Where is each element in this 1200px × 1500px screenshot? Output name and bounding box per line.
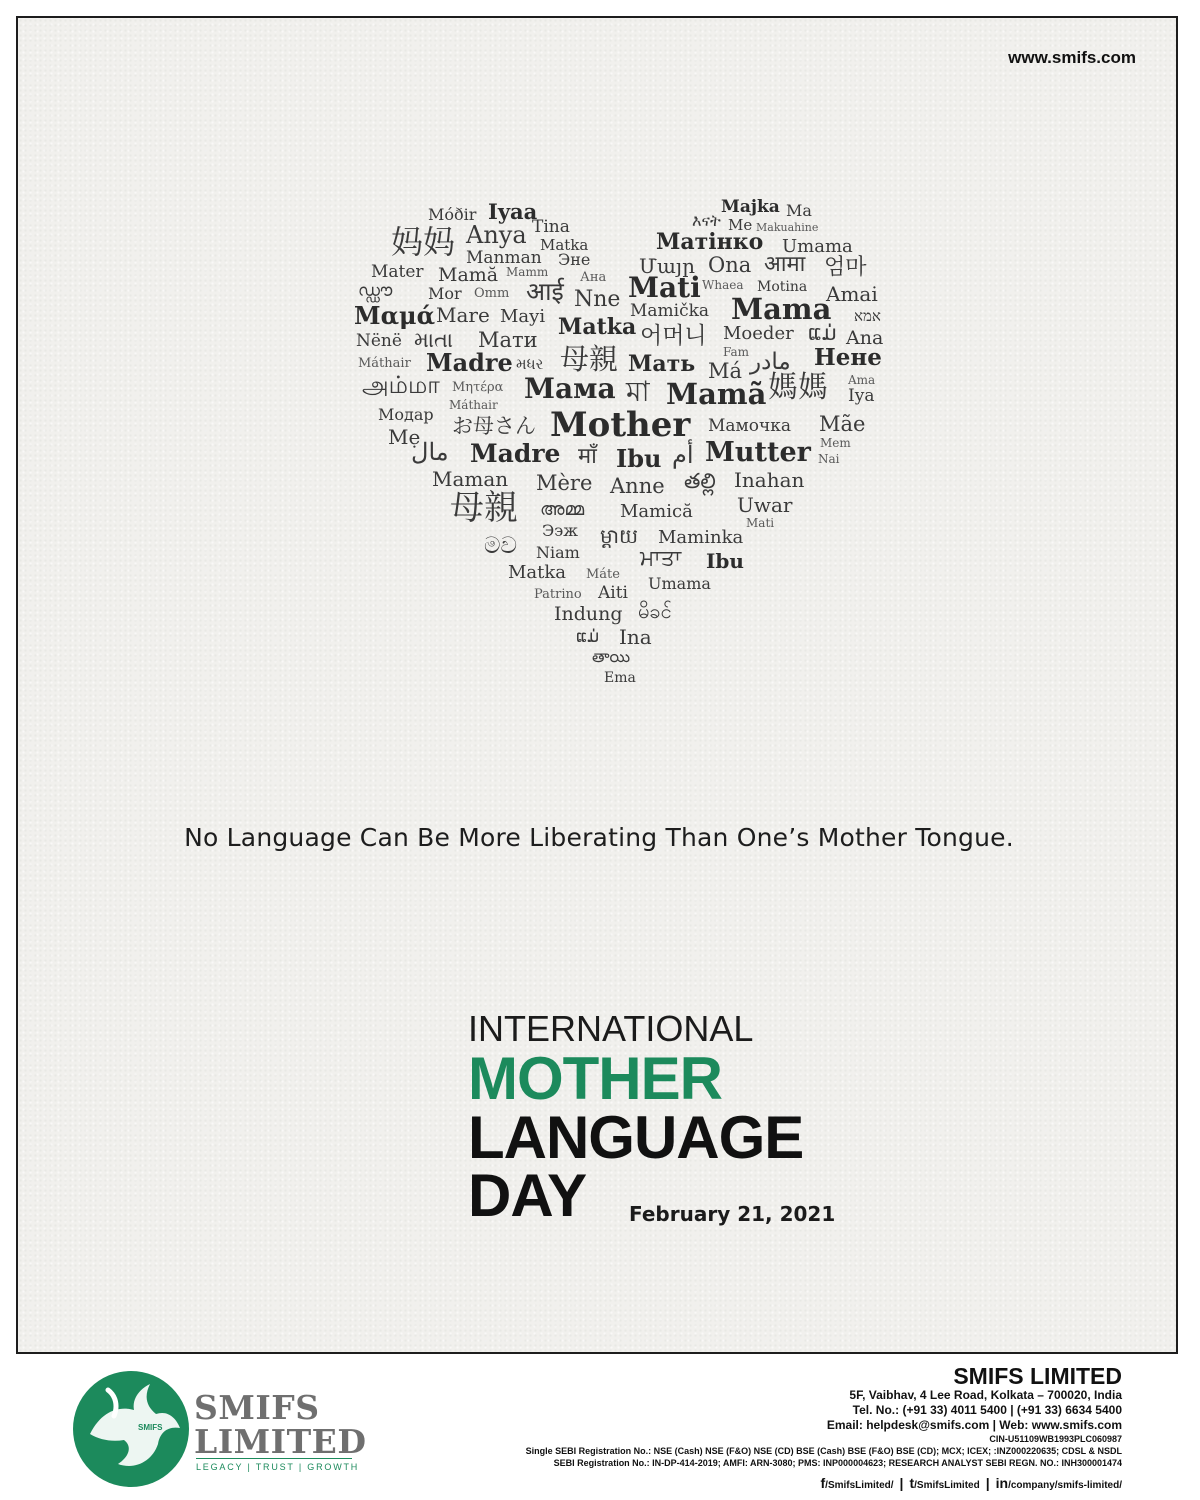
heart-word: Uwar [737, 493, 793, 517]
facebook-link[interactable]: f/SmifsLimited/ [820, 1475, 894, 1491]
facebook-icon: f [820, 1475, 826, 1491]
company-address: 5F, Vaibhav, 4 Lee Road, Kolkata – 700020, India [849, 1388, 1122, 1402]
title-international: INTERNATIONAL [468, 1008, 754, 1049]
heart-word: Ana [846, 327, 884, 349]
heart-word: Inahan [734, 468, 805, 492]
heart-word: ແມ່ [576, 627, 600, 647]
heart-word: Whaea [702, 278, 744, 292]
company-email-web: Email: helpdesk@smifs.com | Web: www.smifs.com [826, 1418, 1122, 1432]
heart-word: Umama [782, 236, 853, 257]
heart-word: Mati [746, 516, 775, 530]
heart-word: माँ [578, 444, 597, 469]
title-language: LANGUAGE [468, 1104, 804, 1171]
heart-word: Mère [536, 471, 593, 495]
heart-word: Μητέρα [452, 380, 504, 395]
heart-word: Máte [586, 567, 620, 582]
social-links [526, 1475, 1122, 1491]
heart-word: እናት [692, 211, 721, 230]
heart-word: မိခင် [638, 599, 672, 623]
heart-word: Ibu [706, 549, 744, 573]
heart-word: 媽媽 [768, 370, 828, 405]
heart-word: Matka [508, 562, 567, 583]
heart-word: Mamică [620, 501, 693, 522]
heart-word: Мама [524, 372, 616, 405]
heart-word: Матінко [656, 229, 764, 255]
heart-word: 엄마 [824, 255, 867, 280]
heart-word: Ана [580, 270, 607, 285]
tagline: No Language Can Be More Liberating Than One’s Mother Tongue. [184, 823, 1014, 852]
heart-word: తాయి [592, 647, 631, 666]
heart-word: 母親 [560, 342, 619, 376]
heart-word: Matka [558, 314, 637, 340]
heart-word: મધર [516, 355, 544, 373]
heart-word: Iya [848, 386, 875, 406]
heart-word: Manman [466, 248, 542, 268]
heart-word: Maminka [658, 527, 744, 548]
event-title [468, 1008, 888, 1228]
heart-word: Mamm [506, 265, 549, 279]
heart-word: Umama [648, 574, 711, 593]
heart-word: Mama [731, 292, 832, 326]
heart-word: أم [672, 441, 694, 469]
heart-word: Omm [474, 286, 510, 301]
heart-word: Μαμά [354, 301, 436, 330]
sebi-registration-2: SEBI Registration No.: IN-DP-414-2019; AMFI: ARN-3080; PMS: INP000004623; RESEARCH ANALYST SEBI REGN. NO.: INH300001474 [553, 1458, 1122, 1468]
svg-text:SMIFS: SMIFS [138, 1423, 163, 1432]
heart-word: માતા [414, 328, 454, 352]
heart-word: Mother [550, 405, 691, 445]
heart-word-cloud [336, 183, 906, 703]
heart-word: Ina [619, 625, 652, 649]
heart-word: Móðir [428, 205, 477, 224]
heart-word: Nai [818, 452, 840, 466]
heart-word: Модар [378, 405, 434, 424]
twitter-icon: t [909, 1475, 915, 1491]
heart-word: తల్లి [684, 469, 716, 493]
heart-word: Má [708, 359, 743, 383]
logo-name-line2: LIMITED [194, 1422, 367, 1461]
heart-word: Nne [574, 287, 621, 312]
heart-word: Ээж [542, 521, 578, 540]
heart-word: आई [526, 277, 564, 306]
heart-word: Moeder [723, 323, 794, 344]
heart-word: مادر [750, 349, 791, 375]
heart-word: මව [484, 533, 518, 559]
heart-word: Ma [786, 201, 812, 220]
heart-word: Me [728, 216, 753, 234]
linkedin-link[interactable]: in/company/smifs-limited/ [995, 1475, 1122, 1491]
heart-word: Мати [478, 328, 538, 352]
title-day: DAY [468, 1162, 587, 1229]
heart-word: Mẹ [388, 425, 421, 449]
event-date: February 21, 2021 [629, 1202, 836, 1226]
heart-word: Mare [436, 303, 490, 327]
heart-word: ແມ່ [808, 321, 837, 345]
heart-word: مال [411, 438, 449, 466]
sebi-registration-1: Single SEBI Registration No.: NSE (Cash) NSE (F&O) NSE (CD) BSE (Cash) BSE (F&O) BSE (CD); MCX; ICEX; :INZ000220635; CDSL & NSDL [525, 1446, 1122, 1456]
heart-word: Patrino [534, 587, 582, 602]
heart-word: Mati [628, 271, 701, 304]
footer [0, 1358, 1200, 1500]
poster-frame [16, 16, 1178, 1354]
heart-word: Mamička [630, 301, 710, 321]
heart-word: お母さん [452, 414, 536, 438]
heart-word: Mater [371, 262, 424, 282]
heart-word: Մայր [639, 254, 695, 278]
heart-word: Нене [814, 344, 882, 371]
heart-word: ഡ്ഡൗ [358, 281, 393, 301]
heart-word: Anne [610, 474, 665, 498]
heart-word: Ibu [616, 444, 662, 473]
company-phone: Tel. No.: (+91 33) 4011 5400 | (+91 33) 6634 5400 [852, 1403, 1122, 1417]
heart-word: Mem [820, 436, 851, 450]
heart-word: Nënë [356, 331, 402, 351]
site-url[interactable]: www.smifs.com [1008, 48, 1136, 67]
heart-word: Indung [554, 603, 623, 625]
heart-word: 妈妈 [391, 223, 456, 261]
heart-word: Mor [428, 284, 462, 303]
heart-word: אמא [854, 307, 881, 325]
heart-word: அம்மா [362, 371, 440, 399]
twitter-link[interactable]: t/SmifsLimited [909, 1475, 980, 1491]
heart-word: Matka [540, 236, 589, 254]
heart-word: 어머니 [640, 323, 707, 349]
heart-word: Iyaa [488, 199, 538, 224]
heart-word: Mãe [819, 412, 866, 436]
heart-word: Ema [604, 670, 636, 686]
heart-word: Ama [848, 373, 876, 387]
heart-word: ਮਾਤਾ [640, 546, 682, 571]
heart-word: Мать [628, 351, 696, 377]
heart-word: Fam [723, 345, 750, 359]
heart-word: Majka [721, 197, 780, 217]
heart-word: Эне [558, 250, 591, 269]
heart-word: Mamã [666, 377, 767, 411]
heart-word: Madre [470, 439, 561, 468]
heart-word: ម្ដាយ [600, 524, 639, 548]
logo-tagline: LEGACY | TRUST | GROWTH [196, 1458, 352, 1472]
heart-word: Maman [432, 467, 509, 491]
heart-word: അമ്മ [540, 499, 585, 520]
bull-icon [72, 1370, 190, 1488]
heart-word: Ona [708, 253, 752, 277]
heart-word: Makuahine [756, 221, 819, 234]
heart-word: Madre [426, 348, 513, 377]
heart-word: Aiti [598, 583, 628, 603]
heart-word: आमा [764, 252, 806, 277]
heart-word: Amai [826, 282, 878, 306]
company-name: SMIFS LIMITED [953, 1363, 1122, 1389]
company-info [526, 1364, 1122, 1491]
divider: | [899, 1475, 904, 1491]
heart-word: Mamă [438, 264, 499, 286]
heart-word: মা [626, 375, 650, 408]
company-cin: CIN-U51109WB1993PLC060987 [989, 1434, 1122, 1444]
divider: | [985, 1475, 990, 1491]
heart-word: 母親 [450, 488, 518, 528]
heart-word: Mutter [705, 437, 811, 468]
heart-word: Niam [536, 543, 580, 562]
heart-word: Tina [532, 217, 570, 237]
heart-word: Мамочка [708, 416, 791, 436]
logo-name-line1: SMIFS [194, 1388, 320, 1427]
heart-word: Máthair [449, 398, 498, 412]
linkedin-icon: in [995, 1475, 1009, 1491]
heart-word: Motina [757, 279, 808, 295]
heart-word: Mayi [500, 306, 546, 327]
title-mother: MOTHER [468, 1045, 722, 1112]
heart-word: Anya [466, 221, 527, 249]
heart-word: Máthair [358, 356, 411, 371]
